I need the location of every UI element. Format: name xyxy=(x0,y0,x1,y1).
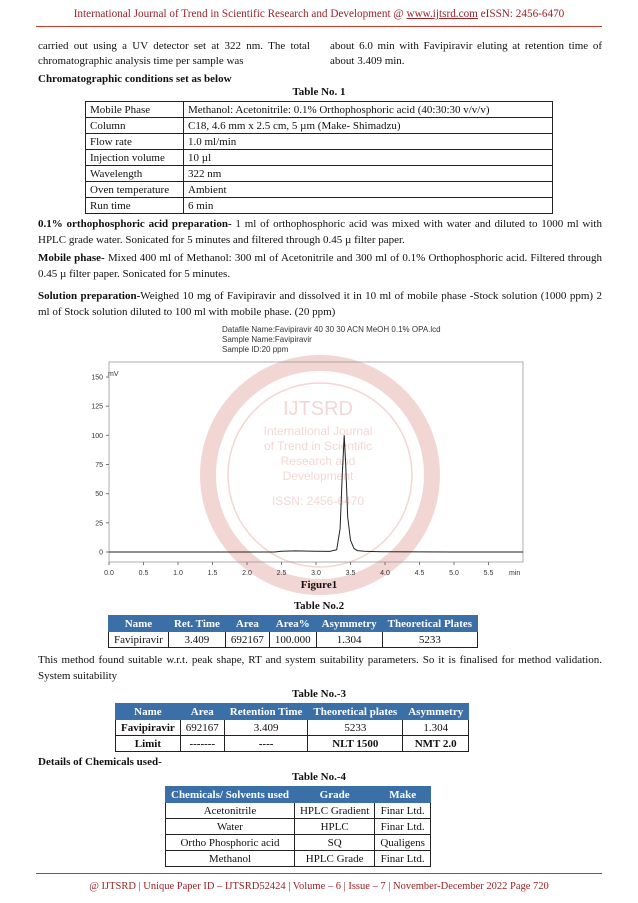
table3-cell: ------- xyxy=(180,736,224,752)
table4-row xyxy=(166,803,431,819)
header-rule xyxy=(36,26,602,27)
table3-header: Area xyxy=(180,704,224,720)
x-tick-label: 1.5 xyxy=(207,570,218,577)
chart-metadata xyxy=(222,325,441,355)
table2-cell: 100.000 xyxy=(269,632,316,648)
table2-header: Area% xyxy=(269,616,316,632)
table4-row xyxy=(166,835,431,851)
table3-cell: 5233 xyxy=(308,720,403,736)
y-tick-label: 125 xyxy=(91,403,103,411)
y-tick-label: 75 xyxy=(95,462,103,469)
table2-header: Ret. Time xyxy=(168,616,225,632)
watermark-line3: Research and xyxy=(280,454,356,468)
y-axis xyxy=(91,375,109,557)
table2-cell: Favipiravir xyxy=(109,632,169,648)
watermark-line1: International Journal xyxy=(263,424,373,438)
y-tick-label: 150 xyxy=(91,374,103,382)
table4-cell: Finar Ltd. xyxy=(375,851,431,867)
chromatographic-heading: Chromatographic conditions set as below xyxy=(38,73,232,85)
table2-header: Area xyxy=(225,616,269,632)
journal-issn: eISSN: 2456-6470 xyxy=(477,8,565,20)
method-paragraph: This method found suitable w.r.t. peak shape, RT and system suitability parameters. So it is finalised for method validation. System suitability xyxy=(38,654,602,682)
journal-link[interactable]: www.ijtsrd.com xyxy=(406,8,478,20)
table2-cell: 5233 xyxy=(382,632,477,648)
table1-row xyxy=(86,134,553,150)
x-tick-label: 2.5 xyxy=(276,570,287,577)
watermark-brand: IJTSRD xyxy=(283,398,353,420)
parameter-cell: Run time xyxy=(86,198,184,214)
y-tick-label: 25 xyxy=(95,520,103,528)
table3 xyxy=(115,703,469,752)
table4-row xyxy=(166,819,431,835)
solution-text: Weighed 10 mg of Favipiravir and dissolved it in 10 ml of mobile phase -Stock solution (1000 ppm) 2 ml of Stock solution diluted to 100 ml with mobile phase. (20 ppm) xyxy=(38,290,602,318)
table4-cell: Acetonitrile xyxy=(166,803,295,819)
table2-header: Asymmetry xyxy=(316,616,382,632)
table4-cell: Water xyxy=(166,819,295,835)
chemicals-heading: Details of Chemicals used- xyxy=(38,756,162,768)
watermark xyxy=(208,363,432,587)
x-tick-label: 1.0 xyxy=(173,570,183,577)
solution-paragraph xyxy=(38,289,602,320)
parameter-cell: Wavelength xyxy=(86,166,184,182)
table4-cell: Ortho Phosphoric acid xyxy=(166,835,295,851)
figure-caption: Figure1 xyxy=(300,579,338,591)
table2-row xyxy=(109,632,478,648)
table3-cell: NLT 1500 xyxy=(308,736,403,752)
table2-header: Name xyxy=(109,616,169,632)
sample-id: Sample ID:20 ppm xyxy=(222,345,289,354)
table1 xyxy=(85,101,553,214)
x-tick-label: 3.0 xyxy=(311,570,321,577)
footer-rule xyxy=(36,873,602,874)
table3-header: Retention Time xyxy=(224,704,308,720)
opa-paragraph xyxy=(38,217,602,248)
table1-caption: Table No. 1 xyxy=(292,86,346,98)
table3-cell: 3.409 xyxy=(224,720,308,736)
table1-row xyxy=(86,182,553,198)
x-tick-label: 4.5 xyxy=(414,570,425,577)
watermark-line4: Development xyxy=(282,469,354,483)
solution-title: Solution preparation- xyxy=(38,290,141,302)
table4-cell: Finar Ltd. xyxy=(375,803,431,819)
table3-row xyxy=(116,736,469,752)
value-cell: 322 nm xyxy=(184,166,553,182)
x-tick-label: 5.5 xyxy=(483,570,494,577)
table4-cell: HPLC Grade xyxy=(294,851,374,867)
y-axis-label: mV xyxy=(108,371,119,378)
table1-row xyxy=(86,150,553,166)
watermark-line2: of Trend in Scientific xyxy=(263,439,373,453)
table4-header: Grade xyxy=(294,787,374,803)
table2-caption: Table No.2 xyxy=(293,600,345,612)
mobile-phase-paragraph xyxy=(38,251,602,282)
table3-cell: 1.304 xyxy=(403,720,469,736)
mobile-phase-text: Mixed 400 ml of Methanol: 300 ml of Acetonitrile and 300 ml of 0.1% Orthophosphoric acid. Filtered through 0.45 µ filter paper. Sonicated for 5 minutes. xyxy=(38,252,602,280)
table3-caption: Table No.-3 xyxy=(292,688,346,700)
table4 xyxy=(165,786,431,867)
sample-name: Sample Name:Favipiravir xyxy=(222,335,312,344)
opa-text: 1 ml of orthophosphoric acid was mixed with water and diluted to 1000 ml with HPLC grade water. Sonicated for 5 minutes and filtered through 0.45 µ filter paper. xyxy=(38,218,602,246)
table3-cell: 692167 xyxy=(180,720,224,736)
table3-cell: Limit xyxy=(116,736,181,752)
table1-row xyxy=(86,118,553,134)
x-tick-label: 4.0 xyxy=(380,570,390,577)
x-tick-label: 0.0 xyxy=(104,570,114,577)
intro-left-column: carried out using a UV detector set at 322 nm. The total chromatographic analysis time per sample was xyxy=(38,40,310,67)
x-tick-label: 3.5 xyxy=(345,570,356,577)
parameter-cell: Flow rate xyxy=(86,134,184,150)
value-cell: 10 µl xyxy=(184,150,553,166)
page-footer: @ IJTSRD | Unique Paper ID – IJTSRD52424 | Volume – 6 | Issue – 7 | November-December 2022 Page 720 xyxy=(89,881,549,892)
x-tick-label: 0.5 xyxy=(138,570,149,577)
table2-header: Theoretical Plates xyxy=(382,616,477,632)
table2-cell: 1.304 xyxy=(316,632,382,648)
y-tick-label: 50 xyxy=(95,491,103,499)
parameter-cell: Oven temperature xyxy=(86,182,184,198)
y-tick-label: 100 xyxy=(91,432,103,440)
intro-right-column: about 6.0 min with Favipiravir eluting at retention time of about 3.409 min. xyxy=(330,40,602,67)
table4-header: Make xyxy=(375,787,431,803)
table3-header: Asymmetry xyxy=(403,704,469,720)
parameter-cell: Column xyxy=(86,118,184,134)
x-tick-label: 2.0 xyxy=(242,570,252,577)
table2-cell: 692167 xyxy=(225,632,269,648)
table4-cell: Methanol xyxy=(166,851,295,867)
table2-cell: 3.409 xyxy=(168,632,225,648)
journal-header xyxy=(0,8,638,20)
x-tick-label: 5.0 xyxy=(449,570,459,577)
table3-cell: ---- xyxy=(224,736,308,752)
table3-cell: Favipiravir xyxy=(116,720,181,736)
journal-name: International Journal of Trend in Scientific Research and Development @ xyxy=(73,8,407,20)
table1-row xyxy=(86,166,553,182)
table1-row xyxy=(86,102,553,118)
x-axis-label: min xyxy=(509,570,521,577)
y-tick-label: 0 xyxy=(99,549,103,557)
chromatogram-chart xyxy=(0,355,638,595)
mobile-phase-title: Mobile phase- xyxy=(38,252,105,264)
value-cell: 6 min xyxy=(184,198,553,214)
value-cell: C18, 4.6 mm x 2.5 cm, 5 µm (Make- Shimadzu) xyxy=(184,118,553,134)
watermark-issn: ISSN: 2456-6470 xyxy=(271,494,365,508)
opa-title: 0.1% orthophosphoric acid preparation- xyxy=(38,218,232,230)
table4-row xyxy=(166,851,431,867)
table4-cell: Finar Ltd. xyxy=(375,819,431,835)
parameter-cell: Injection volume xyxy=(86,150,184,166)
value-cell: Methanol: Acetonitrile: 0.1% Orthophosphoric acid (40:30:30 v/v/v) xyxy=(184,102,553,118)
table4-cell: HPLC xyxy=(294,819,374,835)
parameter-cell: Mobile Phase xyxy=(86,102,184,118)
table3-row xyxy=(116,720,469,736)
table4-cell: Qualigens xyxy=(375,835,431,851)
table4-caption: Table No.-4 xyxy=(292,771,346,783)
table3-cell: NMT 2.0 xyxy=(403,736,469,752)
table4-cell: HPLC Gradient xyxy=(294,803,374,819)
table2 xyxy=(108,615,478,648)
value-cell: Ambient xyxy=(184,182,553,198)
table3-header: Theoretical plates xyxy=(308,704,403,720)
table4-header: Chemicals/ Solvents used xyxy=(166,787,295,803)
table3-header: Name xyxy=(116,704,181,720)
table1-row xyxy=(86,198,553,214)
table4-cell: SQ xyxy=(294,835,374,851)
value-cell: 1.0 ml/min xyxy=(184,134,553,150)
datafile-name: Datafile Name:Favipiravir 40 30 30 ACN MeOH 0.1% OPA.lcd xyxy=(222,325,441,334)
